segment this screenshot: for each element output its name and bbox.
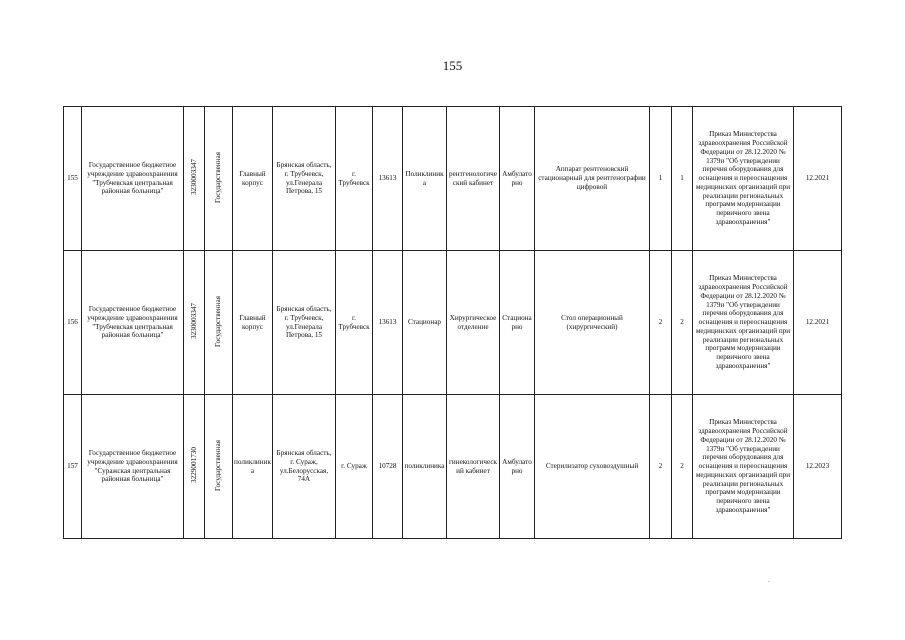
ownership-cell-text: Государственная bbox=[214, 151, 223, 203]
institution-name-cell: Государственное бюджетное учреждение здравоохранения "Трубчевская центральная районная больница" bbox=[82, 107, 184, 251]
ownership-cell bbox=[205, 395, 233, 539]
institution-name-cell: Государственное бюджетное учреждение здравоохранения "Суражская центральная районная больница" bbox=[82, 395, 184, 539]
building-cell: Главный корпус bbox=[233, 107, 273, 251]
quantity-planned-cell: 2 bbox=[672, 251, 693, 395]
footer-mark: . bbox=[768, 575, 770, 584]
ownership-cell bbox=[205, 251, 233, 395]
quantity-planned-cell: 1 bbox=[672, 107, 693, 251]
equipment-cell: Стерилизатор суховоздушный bbox=[535, 395, 650, 539]
code-cell: 10728 bbox=[373, 395, 403, 539]
building-cell: Главный корпус bbox=[233, 251, 273, 395]
row-number-cell: 155 bbox=[64, 107, 82, 251]
table-row bbox=[64, 251, 842, 395]
legal-basis-cell: Приказ Министерства здравоохранения Российской Федерации от 28.12.2020 № 1379н "Об утверждении перечня оборудования для оснащения и переоснащения медицинских организаций при реализации региональных программ модернизации первичного звена здравоохранения" bbox=[693, 107, 794, 251]
quantity-cell: 2 bbox=[650, 395, 672, 539]
date-cell: 12.2023 bbox=[794, 395, 842, 539]
unit-cell: Стационар bbox=[403, 251, 447, 395]
department-cell: Хирургическое отделение bbox=[447, 251, 500, 395]
table-row bbox=[64, 395, 842, 539]
inn-cell-text: 3229001730 bbox=[189, 447, 198, 484]
table-row bbox=[64, 107, 842, 251]
institution-name-cell: Государственное бюджетное учреждение здравоохранения "Трубчевская центральная районная больница" bbox=[82, 251, 184, 395]
equipment-cell: Стол операционный (хирургический) bbox=[535, 251, 650, 395]
date-cell: 12.2021 bbox=[794, 107, 842, 251]
ownership-cell bbox=[205, 107, 233, 251]
ownership-cell-text: Государственная bbox=[214, 295, 223, 347]
care-type-cell: Амбулаторно bbox=[500, 107, 535, 251]
city-cell: г. Сураж bbox=[336, 395, 373, 539]
code-cell: 13613 bbox=[373, 251, 403, 395]
row-number-cell: 156 bbox=[64, 251, 82, 395]
equipment-cell: Аппарат рентгеновский стационарный для рентгенографии цифровой bbox=[535, 107, 650, 251]
inn-cell-text: 3230003347 bbox=[189, 303, 198, 340]
inn-cell-text: 3230003347 bbox=[189, 159, 198, 196]
quantity-cell: 2 bbox=[650, 251, 672, 395]
page-number: 155 bbox=[442, 58, 463, 73]
row-number-cell: 157 bbox=[64, 395, 82, 539]
legal-basis-cell: Приказ Министерства здравоохранения Российской Федерации от 28.12.2020 № 1379н "Об утверждении перечня оборудования для оснащения и переоснащения медицинских организаций при реализации региональных программ модернизации первичного звена здравоохранения" bbox=[693, 395, 794, 539]
ownership-cell-text: Государственная bbox=[214, 439, 223, 491]
care-type-cell: Стационарно bbox=[500, 251, 535, 395]
table-body bbox=[64, 107, 842, 539]
city-cell: г. Трубчевск bbox=[336, 107, 373, 251]
unit-cell: Поликлиника bbox=[403, 107, 447, 251]
quantity-planned-cell: 2 bbox=[672, 395, 693, 539]
department-cell: гинекологический кабинет bbox=[447, 395, 500, 539]
code-cell: 13613 bbox=[373, 107, 403, 251]
unit-cell: поликлиника bbox=[403, 395, 447, 539]
legal-basis-cell: Приказ Министерства здравоохранения Российской Федерации от 28.12.2020 № 1379н "Об утверждении перечня оборудования для оснащения и переоснащения медицинских организаций при реализации региональных программ модернизации первичного звена здравоохранения" bbox=[693, 251, 794, 395]
inn-cell bbox=[184, 251, 205, 395]
department-cell: рентгенологический кабинет bbox=[447, 107, 500, 251]
address-cell: Брянская область, г. Трубчевск, ул.Генерала Петрова, 15 bbox=[273, 107, 336, 251]
quantity-cell: 1 bbox=[650, 107, 672, 251]
equipment-registry-table bbox=[63, 106, 842, 539]
inn-cell bbox=[184, 395, 205, 539]
building-cell: поликлиника bbox=[233, 395, 273, 539]
address-cell: Брянская область, г. Трубчевск, ул.Генерала Петрова, 15 bbox=[273, 251, 336, 395]
address-cell: Брянская область, г. Сураж, ул.Белорусская, 74А bbox=[273, 395, 336, 539]
city-cell: г. Трубчевск bbox=[336, 251, 373, 395]
inn-cell bbox=[184, 107, 205, 251]
date-cell: 12.2021 bbox=[794, 251, 842, 395]
care-type-cell: Амбулаторно bbox=[500, 395, 535, 539]
